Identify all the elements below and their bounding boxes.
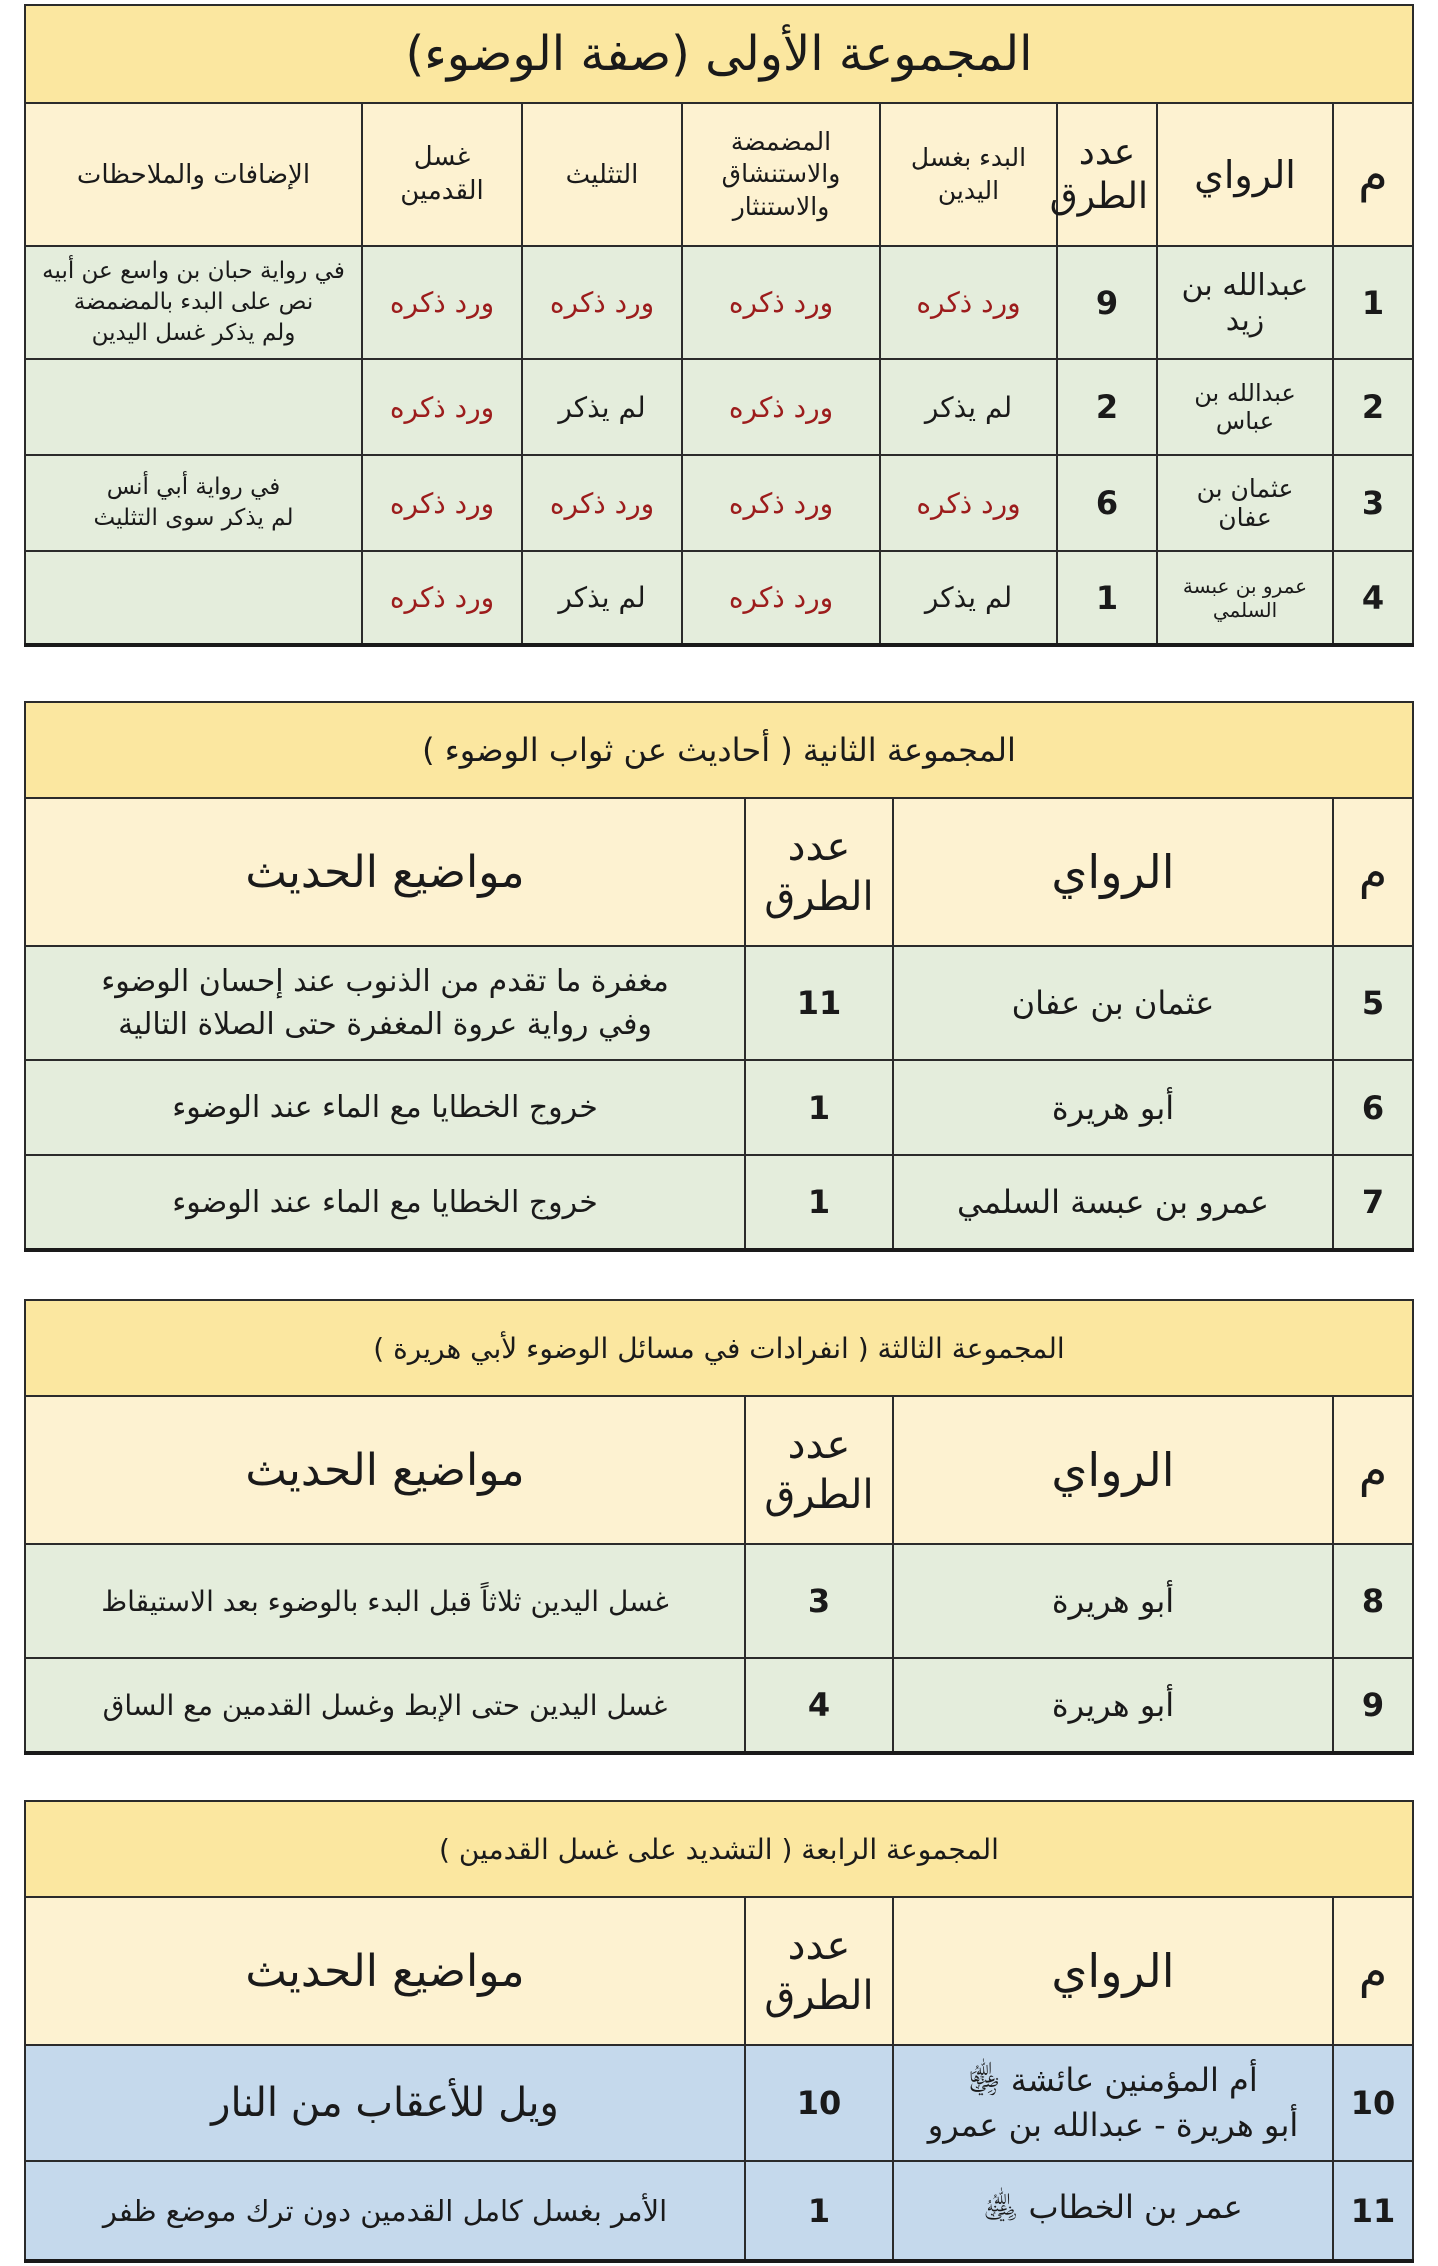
row-m: 8 <box>1333 1544 1413 1658</box>
table-row <box>25 359 1413 455</box>
row-topic <box>25 946 745 1060</box>
row-topic <box>25 1658 745 1753</box>
header-topics: مواضيع الحديث <box>25 798 745 946</box>
table-row <box>25 946 1413 1060</box>
row-topic <box>25 1155 745 1250</box>
row-qadamain: ورد ذكره <box>362 246 522 359</box>
header-count: عدد الطرق <box>1057 103 1157 246</box>
header-m: م <box>1333 1396 1413 1544</box>
row-madmada: ورد ذكره <box>682 551 880 645</box>
group4-title: المجموعة الرابعة ( التشديد على غسل القدمين ) <box>25 1801 1413 1897</box>
row-rawi: عمرو بن عبسة السلمي <box>1157 551 1333 645</box>
row-count: 3 <box>745 1544 893 1658</box>
row-notes <box>25 551 362 645</box>
group2-table <box>24 701 1414 1252</box>
rawi-line: أم المؤمنين عائشة ﵂ <box>968 2061 1258 2100</box>
rawi-line: أبو هريرة - عبدالله بن عمرو <box>927 2106 1299 2144</box>
group1-title: المجموعة الأولى (صفة الوضوء) <box>25 5 1413 103</box>
row-notes <box>25 246 362 359</box>
header-m: م <box>1333 103 1413 246</box>
row-count: 1 <box>745 1155 893 1250</box>
table-row <box>25 1060 1413 1155</box>
table-row <box>25 2045 1413 2161</box>
note-line: في رواية حبان بن واسع عن أبيه <box>42 257 345 284</box>
rawi-line: أبو هريرة <box>1051 1582 1175 1620</box>
row-count: 10 <box>745 2045 893 2161</box>
row-madmada: ورد ذكره <box>682 359 880 455</box>
group3-title: المجموعة الثالثة ( انفرادات في مسائل الوضوء لأبي هريرة ) <box>25 1300 1413 1396</box>
row-topic <box>25 1060 745 1155</box>
row-rawi <box>893 1544 1333 1658</box>
row-count: 2 <box>1057 359 1157 455</box>
group1-table <box>24 4 1414 647</box>
row-qadamain: ورد ذكره <box>362 455 522 551</box>
note-line: في رواية أبي أنس <box>106 473 281 500</box>
header-rawi: الرواي <box>1157 103 1333 246</box>
header-rawi: الرواي <box>893 798 1333 946</box>
rawi-line: أبو هريرة <box>1051 1088 1175 1127</box>
row-count: 11 <box>745 946 893 1060</box>
group2-title: المجموعة الثانية ( أحاديث عن ثواب الوضوء ) <box>25 702 1413 798</box>
topic-line: خروج الخطايا مع الماء عند الوضوء <box>172 1184 598 1220</box>
header-m: م <box>1333 1897 1413 2045</box>
row-count: 4 <box>745 1658 893 1753</box>
note-line: نص على البدء بالمضمضة <box>73 288 314 315</box>
row-rawi <box>893 2161 1333 2261</box>
header-count: عدد الطرق <box>745 798 893 946</box>
group1-section <box>24 4 1414 647</box>
topic-line: خروج الخطايا مع الماء عند الوضوء <box>172 1090 598 1125</box>
row-m: 7 <box>1333 1155 1413 1250</box>
row-m: 5 <box>1333 946 1413 1060</box>
header-rawi: الرواي <box>893 1396 1333 1544</box>
table-row <box>25 1155 1413 1250</box>
header-topics: مواضيع الحديث <box>25 1897 745 2045</box>
row-count: 1 <box>745 1060 893 1155</box>
table-row <box>25 2161 1413 2261</box>
row-rawi: عبدالله بن زيد <box>1157 246 1333 359</box>
rawi-line: أبو هريرة <box>1051 1686 1175 1724</box>
note-line: لم يذكر سوى التثليث <box>93 505 294 531</box>
topic-line: مغفرة ما تقدم من الذنوب عند إحسان الوضوء <box>101 963 669 999</box>
row-topic <box>25 2161 745 2261</box>
row-bada: لم يذكر <box>880 551 1057 645</box>
row-topic <box>25 2045 745 2161</box>
row-bada: ورد ذكره <box>880 455 1057 551</box>
row-notes <box>25 359 362 455</box>
row-rawi <box>893 1060 1333 1155</box>
group2-section <box>24 701 1414 1252</box>
header-notes: الإضافات والملاحظات <box>25 103 362 246</box>
header-madmada: المضمضة والاستنشاق والاستنثار <box>682 103 880 246</box>
row-madmada: ورد ذكره <box>682 246 880 359</box>
table-row <box>25 1658 1413 1753</box>
row-m: 11 <box>1333 2161 1413 2261</box>
row-tathlith: ورد ذكره <box>522 246 682 359</box>
row-rawi <box>893 1658 1333 1753</box>
header-tathlith: التثليث <box>522 103 682 246</box>
table-row <box>25 551 1413 645</box>
row-rawi: عثمان بن عفان <box>1157 455 1333 551</box>
row-tathlith: لم يذكر <box>522 551 682 645</box>
row-count: 9 <box>1057 246 1157 359</box>
row-count: 1 <box>745 2161 893 2261</box>
row-rawi <box>893 1155 1333 1250</box>
rawi-line: عمرو بن عبسة السلمي <box>957 1183 1269 1221</box>
row-qadamain: ورد ذكره <box>362 551 522 645</box>
row-rawi <box>893 946 1333 1060</box>
row-count: 1 <box>1057 551 1157 645</box>
table-row <box>25 246 1413 359</box>
topic-line: وفي رواية عروة المغفرة حتى الصلاة التالية <box>118 1007 652 1042</box>
header-qadamain: غسل القدمين <box>362 103 522 246</box>
topic-line: الأمر بغسل كامل القدمين دون ترك موضع ظفر <box>102 2193 668 2228</box>
header-rawi: الرواي <box>893 1897 1333 2045</box>
row-bada: لم يذكر <box>880 359 1057 455</box>
table-row <box>25 1544 1413 1658</box>
note-line: ولم يذكر غسل اليدين <box>91 320 296 347</box>
row-m: 10 <box>1333 2045 1413 2161</box>
row-qadamain: ورد ذكره <box>362 359 522 455</box>
row-m: 1 <box>1333 246 1413 359</box>
row-m: 4 <box>1333 551 1413 645</box>
row-m: 3 <box>1333 455 1413 551</box>
topic-line: غسل اليدين ثلاثاً قبل البدء بالوضوء بعد الاستيقاظ <box>101 1584 669 1618</box>
group3-section <box>24 1299 1414 1755</box>
rawi-line: عثمان بن عفان <box>1011 984 1215 1022</box>
row-m: 2 <box>1333 359 1413 455</box>
header-m: م <box>1333 798 1413 946</box>
header-count: عدد الطرق <box>745 1396 893 1544</box>
group3-table <box>24 1299 1414 1755</box>
topic-line: غسل اليدين حتى الإبط وغسل القدمين مع الساق <box>102 1688 668 1722</box>
row-notes <box>25 455 362 551</box>
row-m: 6 <box>1333 1060 1413 1155</box>
row-madmada: ورد ذكره <box>682 455 880 551</box>
row-m: 9 <box>1333 1658 1413 1753</box>
header-topics: مواضيع الحديث <box>25 1396 745 1544</box>
row-rawi <box>893 2045 1333 2161</box>
header-count: عدد الطرق <box>745 1897 893 2045</box>
group4-table <box>24 1800 1414 2263</box>
row-topic <box>25 1544 745 1658</box>
rawi-line: عمر بن الخطاب ﵁ <box>983 2187 1243 2226</box>
header-bada: البدء بغسل اليدين <box>880 103 1057 246</box>
topic-line: ويل للأعقاب من النار <box>211 2080 559 2126</box>
row-tathlith: لم يذكر <box>522 359 682 455</box>
row-count: 6 <box>1057 455 1157 551</box>
row-tathlith: ورد ذكره <box>522 455 682 551</box>
row-rawi: عبدالله بن عباس <box>1157 359 1333 455</box>
table-row <box>25 455 1413 551</box>
row-bada: ورد ذكره <box>880 246 1057 359</box>
group4-section <box>24 1800 1414 2263</box>
